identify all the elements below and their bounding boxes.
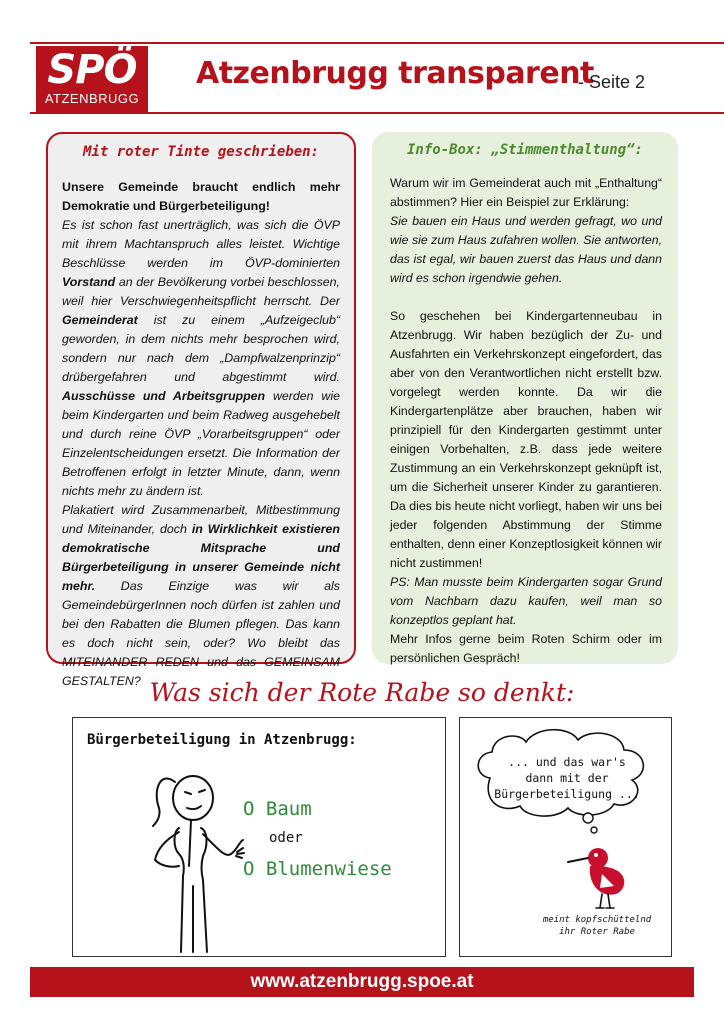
option-baum: O Baum — [243, 798, 312, 820]
left-box-heading: Unsere Gemeinde braucht endlich mehr Demokratie und Bürgerbeteiligung! — [62, 180, 340, 213]
right-box-text — [390, 174, 662, 668]
page-number-label: - Seite 2 — [578, 72, 646, 92]
text-run: Plakatiert wird Zusammenarbeit, Mitbestimmung und Miteinander, doch — [62, 503, 340, 536]
cartoon-panel-title: Bürgerbeteiligung in Atzenbrugg: — [87, 732, 357, 748]
cartoon-panel-right — [459, 717, 672, 957]
left-article-box — [46, 132, 356, 688]
right-box-paragraph-5: Mehr Infos gerne beim Roten Schirm oder im persönlichen Gespräch! — [390, 632, 662, 665]
thought-line-2: dann mit der — [525, 771, 609, 785]
text-run: ist zu einem „Aufzeigeclub“ geworden, in dem nichts mehr besprochen wird, sondern nur nach dem „Dampfwalzenprinzip“ drübergefahren und abgestimmt wird. — [62, 313, 340, 384]
left-box-paragraph-1 — [62, 216, 340, 501]
text-run: Das Einzige was wir als GemeindebürgerInnen noch dürfen ist zahlen und bei den Rabatten die Blumen pflegen. Das kann es doch nicht sein, oder? Wo bleibt das MITEINANDER REDEN und das GEMEINSAM GESTALTEN? — [62, 579, 340, 688]
page-title: Atzenbrugg transparent — [196, 56, 594, 91]
cartoon-panel-left — [72, 717, 446, 957]
right-box-title: Info-Box: „Stimmenthaltung“: — [406, 142, 643, 158]
left-box-paragraph-2 — [62, 501, 340, 691]
option-blumenwiese: O Blumenwiese — [243, 858, 392, 880]
left-box-text — [62, 178, 340, 691]
text-run: Es ist schon fast unerträglich, was sich die ÖVP mit ihrem Machtanspruch alles leistet. Wichtige Beschlüsse werden im ÖVP-dominierten — [62, 218, 340, 270]
right-box-paragraph-2: Sie bauen ein Haus und werden gefragt, wo und wie sie zum Haus zufahren wollen. Sie antworten, das ist egal, wir bauen zuerst das Haus und dann wird es schon irgendwie gehen. — [390, 214, 662, 285]
logo-main-text: SPÖ — [47, 47, 137, 93]
right-box-paragraph-1: Warum wir im Gemeinderat auch mit „Enthaltung“ abstimmen? Hier ein Beispiel zur Erklärung: — [390, 176, 662, 209]
thought-line-3: Bürgerbeteiligung ... — [494, 787, 640, 801]
text-run-bold: Ausschüsse und Arbeitsgruppen — [62, 389, 266, 403]
rabe-heading: Was sich der Rote Rabe so denkt: — [149, 678, 575, 707]
thought-text — [482, 754, 652, 802]
right-box-paragraph-4: PS: Man musste beim Kindergarten sogar Grund vom Nachbarn dazu kaufen, weil man so konzeptlos geplant hat. — [390, 575, 662, 627]
option-separator: oder — [269, 830, 303, 846]
signature-line-2: ihr Roter Rabe — [559, 927, 635, 937]
signature-line-1: meint kopfschüttelnd — [542, 915, 652, 925]
red-raven-icon — [560, 836, 640, 916]
stick-figure-illustration — [113, 756, 253, 956]
text-run-bold: Vorstand — [62, 275, 116, 289]
paragraph-gap — [390, 288, 662, 307]
left-box-title: Mit roter Tinte geschrieben: — [82, 144, 319, 160]
raven-signature — [532, 914, 662, 938]
thought-line-1: ... und das war's — [508, 755, 626, 769]
right-info-box — [372, 132, 678, 664]
text-run-bold: Gemeinderat — [62, 313, 138, 327]
spoe-logo — [36, 46, 148, 112]
text-run: werden wie beim Kindergarten und beim Radweg ausgehebelt und durch reine ÖVP „Vorarbeitsgruppen“ oder Einzelentscheidungen ersetzt. Die Information der Betroffenen erfolgt in letzter Minute, dann, wenn nichts mehr zu ändern ist. — [62, 389, 340, 498]
footer-website-link[interactable]: www.atzenbrugg.spoe.at — [30, 967, 694, 997]
text-run-bold: in Wirklichkeit existieren demokratische Mitsprache und Bürgerbeteiligung in unserer Gemeinde nicht mehr. — [62, 522, 340, 593]
right-box-paragraph-3: So geschehen bei Kindergartenneubau in Atzenbrugg. Wir haben bezüglich der Zu- und Ausfahrten ein Verkehrskonzept eingefordert, das aber von den Verantwortlichen nicht erstellt bzw. vorgelegt werden konnte. Da wir die Kindergartenplätze aber brauchen, haben wir prinzipiell für den Kindergarten gestimmt unter einigen Vorbehalten, z.B. dass jede weitere Zustimmung an ein Verkehrskonzept geknüpft ist, um die Sicherheit unserer Kinder zu garantieren. Da dies bis heute nicht vorliegt, haben wir uns bei jeder folgenden Abstimmung der Stimme enthalten, denn einer Konzeptlosigkeit können wir nicht zustimmen! — [390, 309, 662, 570]
logo-sub-text: ATZENBRUGG — [44, 91, 140, 106]
text-run: an der Bevölkerung vorbei beschlossen, weil hier Verschwiegenheitspflicht herrscht. Der — [62, 275, 340, 308]
